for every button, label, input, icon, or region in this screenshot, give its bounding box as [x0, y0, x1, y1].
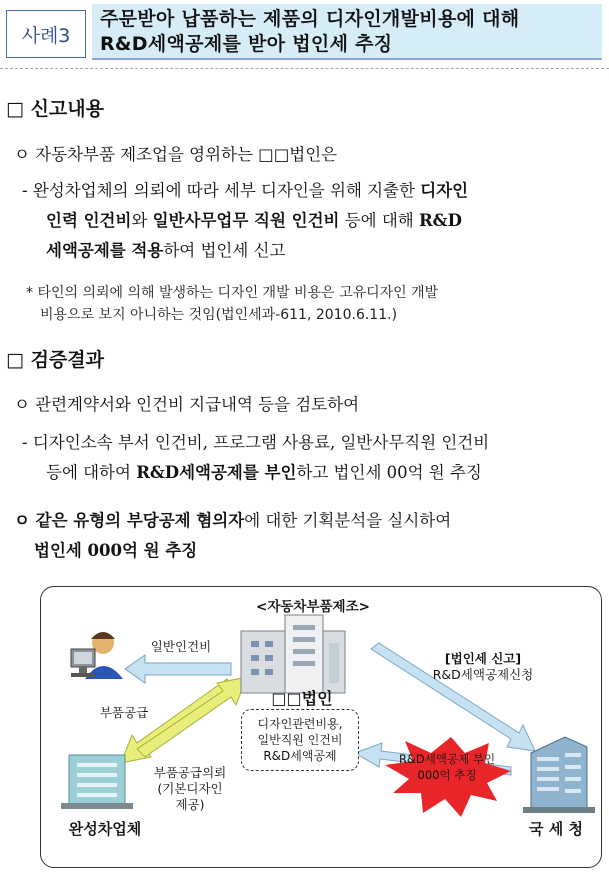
office-worker-icon: [71, 632, 123, 679]
footnote-line-2: 비용으로 보지 아니하는 것임(법인세과-611, 2010.6.11.): [40, 307, 398, 323]
denial-burst-text: [389, 751, 505, 783]
page-title: [92, 4, 602, 60]
title-line-1: 주문받아 납품하는 제품의 디자인개발비용에 대해: [100, 8, 520, 30]
result-dash-1: [22, 428, 604, 488]
company-category-label: <자동차부품제조>: [256, 599, 370, 615]
result-bullet-2-line-1: [14, 506, 604, 536]
parts-request-line-1: 부품공급의뢰: [153, 765, 227, 780]
parts-supply-label: 부품공급: [99, 705, 149, 720]
company-name-label: □□법인: [271, 689, 333, 708]
text: 에 대한 기획분석을 실시하여: [244, 511, 452, 530]
text: 하여 법인세 신고: [163, 241, 286, 260]
emphasis: 법인세 000억 원 추징: [34, 541, 198, 560]
arrow-company-to-worker: [125, 655, 231, 683]
result-bullet-2-line-2: [14, 536, 604, 566]
parts-request-line-2: (기본디자인: [157, 781, 223, 796]
emphasis: 디자인: [420, 181, 469, 200]
claimed-cost-box: [241, 709, 359, 771]
claimed-cost-line-2: 일반직원 인건비: [257, 733, 343, 747]
tax-office-label: 국 세 청: [529, 820, 583, 838]
report-dash-1-line-3: [22, 236, 604, 266]
case-label: 사례3: [6, 10, 86, 58]
section-heading-report: □ 신고내용: [6, 98, 104, 120]
report-footnote: [26, 282, 438, 326]
tax-filing-sub: R&D세액공제신청: [432, 667, 534, 682]
text: 하고 법인세 00억 원 추징: [296, 463, 482, 482]
claimed-cost-line-1: 디자인관련비용,: [257, 717, 343, 731]
result-bullet-2: [14, 506, 604, 566]
claimed-cost-text: [242, 716, 358, 764]
tax-filing-title: [법인세 신고]: [444, 651, 522, 666]
header-divider: [0, 68, 609, 69]
text: 등에 대하여: [46, 463, 137, 482]
automaker-building-icon: [61, 755, 133, 809]
text: 와: [131, 211, 153, 230]
report-dash-1-line-2: [22, 206, 604, 236]
parts-request-label: [145, 765, 235, 813]
emphasis: R&D: [418, 211, 462, 230]
denial-line-2: 000억 추징: [417, 768, 477, 782]
flow-diagram: [40, 586, 602, 868]
title-line-2: R&D세액공제를 받아 법인세 추징: [100, 33, 393, 55]
tax-filing-label: [423, 651, 543, 683]
footnote-line-1: * 타인의 의뢰에 의해 발생하는 디자인 개발 비용은 고유디자인 개발: [26, 285, 439, 301]
claimed-cost-line-3: R&D세액공제: [263, 749, 337, 763]
section-heading-result: □ 검증결과: [6, 349, 104, 371]
text: - 완성차업체의 의뢰에 따라 세부 디자인을 위해 지출한: [22, 181, 421, 200]
report-dash-1-line-1: [22, 176, 604, 206]
emphasis: ㅇ 같은 유형의 부당공제 혐의자: [14, 511, 245, 530]
text: 등에 대해: [339, 211, 419, 230]
report-dash-1: [22, 176, 604, 266]
company-building-icon: [241, 615, 345, 693]
denial-line-1: R&D세액공제 부인: [398, 752, 496, 766]
emphasis: 인력 인건비: [46, 211, 132, 230]
report-bullet-1: ㅇ 자동차부품 제조업을 영위하는 □□법인은: [14, 145, 338, 164]
emphasis: 세액공제를 적용: [46, 241, 164, 260]
parts-request-line-3: 제공): [175, 797, 205, 812]
result-dash-1-line-2: [22, 458, 604, 488]
emphasis: 일반사무업무 직원 인건비: [152, 211, 340, 230]
general-salary-label: 일반인건비: [150, 639, 212, 654]
automaker-label: 완성차업체: [68, 820, 142, 838]
result-bullet-1: ㅇ 관련계약서와 인건비 지급내역 등을 검토하여: [14, 395, 360, 414]
emphasis: R&D세액공제를 부인: [136, 463, 297, 482]
result-dash-1-line-1: - 디자인소속 부서 인건비, 프로그램 사용료, 일반사무직원 인건비: [22, 433, 490, 452]
